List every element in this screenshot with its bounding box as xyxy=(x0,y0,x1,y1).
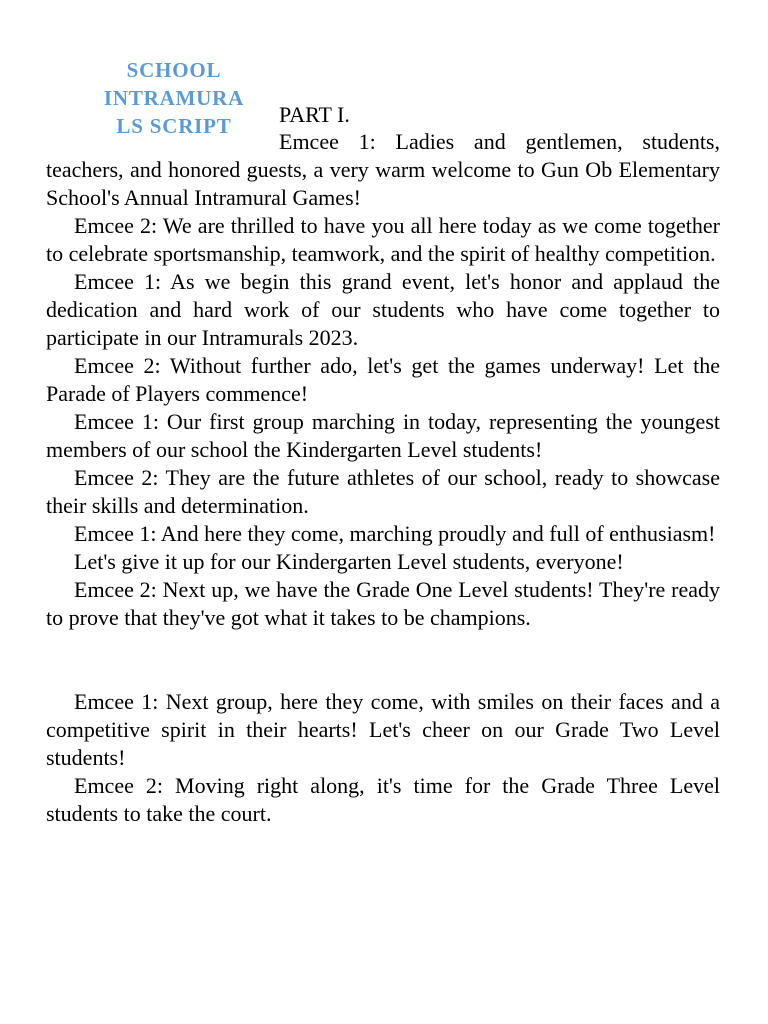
script-paragraph: Emcee 2: Without further ado, let's get the games underway! Let the Parade of Players commence! xyxy=(46,353,720,406)
title-line: LS SCRIPT xyxy=(116,114,232,138)
script-body xyxy=(46,128,720,828)
script-paragraph: Emcee 1: Next group, here they come, with smiles on their faces and a competitive spirit in their hearts! Let's cheer on our Grade Two Level students! xyxy=(46,689,720,770)
title-line: SCHOOL xyxy=(126,58,222,82)
part-heading: PART I. xyxy=(279,102,350,127)
script-paragraph: Emcee 2: We are thrilled to have you all here today as we come together to celebrate sportsmanship, teamwork, and the spirit of healthy competition. xyxy=(46,213,720,266)
script-paragraph: Emcee 1: As we begin this grand event, let's honor and applaud the dedication and hard work of our students who have come together to participate in our Intramurals 2023. xyxy=(46,269,720,350)
script-paragraph: Let's give it up for our Kindergarten Level students, everyone! xyxy=(74,549,624,574)
title-line: INTRAMURA xyxy=(103,86,245,110)
script-paragraph: Emcee 1: Ladies and gentlemen, students, teachers, and honored guests, a very warm welcome to Gun Ob Elementary School's Annual Intramural Games! xyxy=(46,129,720,210)
paragraph-spacer xyxy=(46,632,720,688)
script-paragraph: Emcee 2: They are the future athletes of our school, ready to showcase their skills and determination. xyxy=(46,465,720,518)
script-paragraph: Emcee 2: Moving right along, it's time for the Grade Three Level students to take the court. xyxy=(46,773,720,826)
script-paragraph: Emcee 1: And here they come, marching proudly and full of enthusiasm! xyxy=(74,521,716,546)
script-paragraph: Emcee 2: Next up, we have the Grade One Level students! They're ready to prove that they've got what it takes to be champions. xyxy=(46,577,720,630)
script-paragraph: Emcee 1: Our first group marching in today, representing the youngest members of our school the Kindergarten Level students! xyxy=(46,409,720,462)
